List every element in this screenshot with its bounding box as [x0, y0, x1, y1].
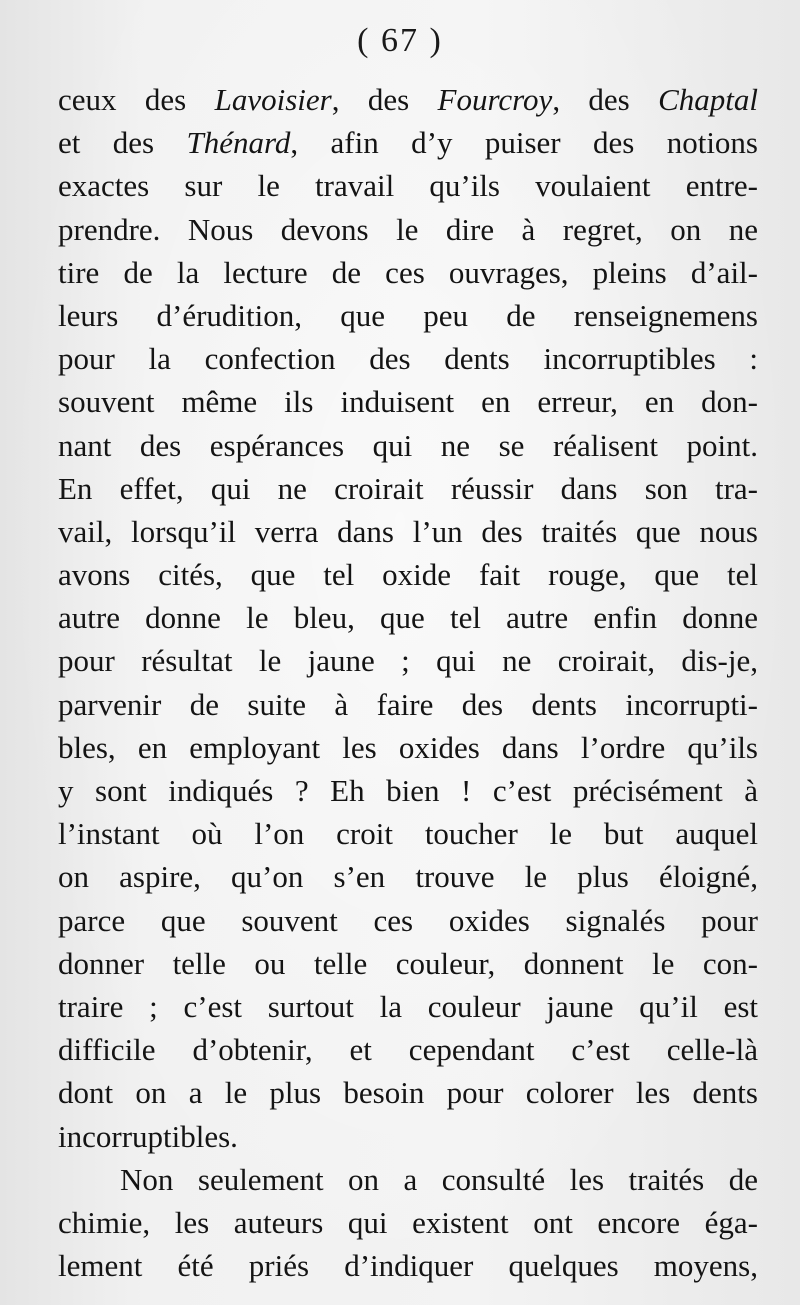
- text-line: [58, 1028, 758, 1071]
- text-line: [58, 985, 758, 1028]
- text-line: [58, 683, 758, 726]
- text-line: [58, 726, 758, 769]
- text-line: [58, 899, 758, 942]
- text-run: incorruptibles.: [58, 1118, 238, 1154]
- text-run: parvenir de suite à faire des dents incorrupti-: [58, 686, 758, 722]
- text-run: pour la confection des dents incorruptibles :: [58, 341, 758, 377]
- text-run: leurs d’érudition, que peu de renseignemens: [58, 297, 758, 333]
- text-line: [58, 380, 758, 423]
- text-run: autre donne le bleu, que tel autre enfin donne: [58, 600, 758, 636]
- text-run: exactes sur le travail qu’ils voulaient entre-: [58, 168, 758, 204]
- italic-name: Thénard: [186, 125, 291, 161]
- italic-name: Fourcroy: [437, 82, 553, 117]
- text-line: [58, 121, 758, 164]
- text-line: [58, 164, 758, 207]
- text-line: [58, 769, 758, 812]
- page-number: ( 67 ): [357, 22, 443, 59]
- text-run: En effet, qui ne croirait réussir dans son tra-: [58, 470, 758, 506]
- text-run: souvent même ils induisent en erreur, en don-: [58, 384, 758, 420]
- text-run: l’instant où l’on croit toucher le but auquel: [58, 816, 758, 852]
- text-run: difficile d’obtenir, et cependant c’est celle-là: [58, 1032, 758, 1068]
- text-run: prendre. Nous devons le dire à regret, on ne: [58, 211, 758, 247]
- text-run: chimie, les auteurs qui existent ont encore éga-: [58, 1204, 758, 1240]
- text-run: avons cités, que tel oxide fait rouge, que tel: [58, 557, 758, 593]
- text-run: Non seulement on a consulté les traités de: [120, 1161, 758, 1197]
- text-line: [58, 855, 758, 898]
- text-run: on aspire, qu’on s’en trouve le plus éloigné,: [58, 859, 758, 895]
- text-line: [58, 424, 758, 467]
- italic-name: Lavoisier: [214, 82, 332, 117]
- text-run: donner telle ou telle couleur, donnent le con-: [58, 945, 758, 981]
- text-run: lement été priés d’indiquer quelques moyens,: [58, 1248, 758, 1284]
- text-line: [58, 467, 758, 510]
- text-line: [58, 639, 758, 682]
- text-line: [58, 812, 758, 855]
- text-line: [58, 1244, 758, 1287]
- text-run: vail, lorsqu’il verra dans l’un des traités que nous: [58, 513, 758, 549]
- text-run: , des: [552, 82, 659, 117]
- text-line: [58, 78, 758, 121]
- text-run: et des: [58, 125, 187, 161]
- text-line: [58, 1158, 758, 1201]
- text-run: parce que souvent ces oxides signalés pour: [58, 902, 758, 938]
- text-line: [58, 1115, 758, 1158]
- text-run: bles, en employant les oxides dans l’ordre qu’ils: [58, 729, 758, 765]
- text-line: [58, 1071, 758, 1114]
- text-line: [58, 251, 758, 294]
- text-run: tire de la lecture de ces ouvrages, pleins d’ail-: [58, 254, 758, 290]
- text-line: [58, 337, 758, 380]
- body-text: [58, 78, 758, 1287]
- text-line: [58, 596, 758, 639]
- text-run: traire ; c’est surtout la couleur jaune qu’il est: [58, 988, 758, 1024]
- text-line: [58, 942, 758, 985]
- italic-name: Chaptal: [658, 82, 759, 117]
- text-line: [58, 294, 758, 337]
- text-run: y sont indiqués ? Eh bien ! c’est précisément à: [58, 773, 758, 808]
- text-run: , afin d’y puiser des notions: [290, 125, 758, 161]
- text-line: [58, 553, 758, 596]
- text-run: , des: [331, 82, 438, 117]
- text-line: [58, 208, 758, 251]
- text-run: nant des espérances qui ne se réalisent point.: [58, 427, 758, 463]
- text-line: [58, 1201, 758, 1244]
- text-line: [58, 510, 758, 553]
- text-run: dont on a le plus besoin pour colorer les dents: [58, 1075, 758, 1111]
- text-run: pour résultat le jaune ; qui ne croirait, dis-je,: [58, 643, 758, 679]
- text-run: ceux des: [58, 82, 215, 117]
